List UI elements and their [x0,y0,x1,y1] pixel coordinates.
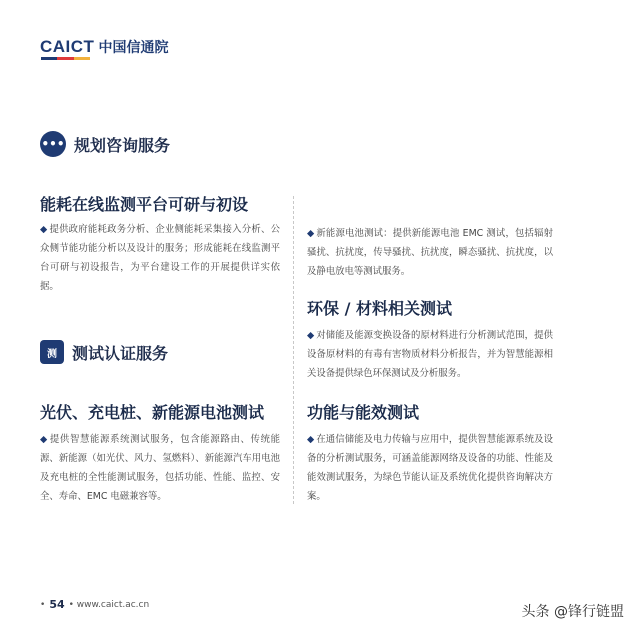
chat-bubble-icon: ••• [40,131,66,157]
bullet-diamond-icon: ◆ [40,434,48,445]
section-planning [40,130,170,158]
bullet-diamond-icon: ◆ [307,228,315,239]
right-block1-title: 环保 / 材料相关测试 [307,299,452,318]
caict-logo [40,36,168,58]
section-testing [40,338,168,366]
logo-mark: CAICT [40,37,95,56]
footer-bullet: • [40,599,46,610]
right-block0-text: ◆ 新能源电池测试：提供新能源电池 EMC 测试，包括辐射骚扰、抗扰度，传导骚扰、抗扰度，瞬态骚扰、抗扰度，以及静电放电等测试服务。 [307,228,553,277]
logo-color-bar [41,57,90,60]
right-block1-text: ◆ 对储能及能源变换设备的原材料进行分析测试范围，提供设备原材料的有毒有害物质材料分析报告，并为智慧能源相关设备提供绿色环保测试及分析服务。 [307,330,553,379]
section-testing-title: 测试认证服务 [72,343,169,363]
bullet-diamond-icon: ◆ [307,330,315,341]
right-block2-text: ◆ 在通信储能及电力传输与应用中，提供智慧能源系统及设备的分析测试服务，可涵盖能源网络及设备的功能、性能及能效测试服务，为绿色节能认证及系统优化提供咨询解决方案。 [307,434,553,502]
bullet-diamond-icon: ◆ [40,224,48,235]
section-planning-title: 规划咨询服务 [74,135,171,155]
test-cert-icon: 测 [40,340,64,364]
page-footer [40,598,149,611]
right-block2-title: 功能与能效测试 [307,403,420,422]
footer-url: • www.caict.ac.cn [68,599,150,610]
left-block1-title: 能耗在线监测平台可研与初设 [40,195,249,214]
bullet-diamond-icon: ◆ [307,434,315,445]
page-number: 54 [49,598,65,611]
left-block2-text: ◆ 提供智慧能源系统测试服务，包含能源路由、传统能源、新能源（如光伏、风力、氢燃料）、新能源汽车用电池及充电桩的全性能测试服务，包括功能、性能、监控、安全、寿命、EMC 电磁兼容等。 [40,434,280,502]
left-block1-text: ◆ 提供政府能耗政务分析、企业侧能耗采集接入分析、公众侧节能功能分析以及设计的服务；形成能耗在线监测平台可研与初设报告，为平台建设工作的开展提供详实依据。 [40,224,280,292]
logo-chinese-name: 中国信通院 [98,40,169,56]
column-divider [293,196,294,504]
left-block2-title: 光伏、充电桩、新能源电池测试 [40,403,265,422]
watermark: 头条 @锋行链盟 [521,604,624,620]
